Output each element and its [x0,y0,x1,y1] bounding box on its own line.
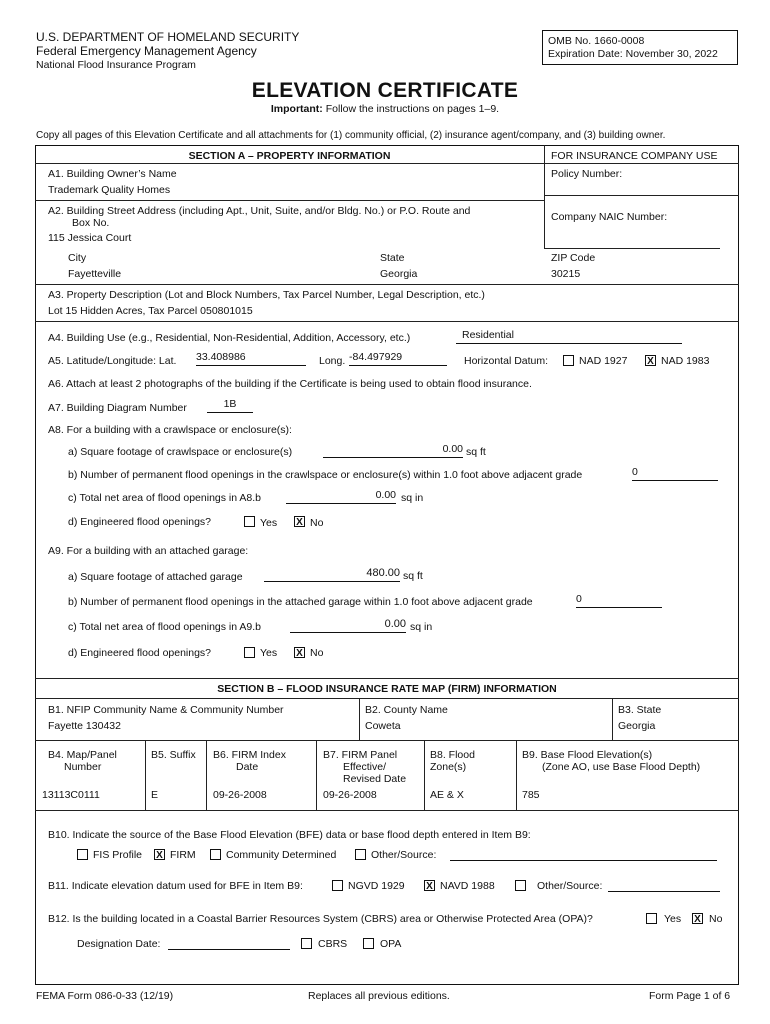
b7-label-cont: Effective/ [343,761,386,773]
omb-number: OMB No. 1660-0008 [548,35,645,47]
b11-label: B11. Indicate elevation datum used for BFE in Item B9: [48,880,303,892]
b10-other-source-input[interactable] [450,846,717,861]
zip-value[interactable]: 30215 [551,268,581,280]
a2-address-value[interactable]: 115 Jessica Court [48,232,132,244]
important-text: Follow the instructions on pages 1–9. [322,103,500,115]
a8d-label: d) Engineered flood openings? [68,516,212,528]
designation-date-input[interactable] [168,935,290,950]
nad1927-label: NAD 1927 [579,355,628,367]
divider [206,740,207,810]
a9d-label: d) Engineered flood openings? [68,647,212,659]
naic-number-label: Company NAIC Number: [551,211,668,223]
a3-description-value[interactable]: Lot 15 Hidden Acres, Tax Parcel 050801015 [48,305,253,317]
state-label: State [380,252,405,264]
a8d-yes-label: Yes [260,517,278,529]
firm-checkbox[interactable]: X [154,849,165,860]
b4-label: B4. Map/Panel [48,749,117,761]
fis-profile-label: FIS Profile [93,849,143,861]
a8a-label: a) Square footage of crawlspace or enclosure(s) [68,446,293,458]
b12-no-checkbox[interactable]: X [692,913,703,924]
a7-diagram-input[interactable]: 1B [207,398,253,413]
a9a-input[interactable]: 480.00 [264,567,400,582]
replaces-note: Replaces all previous editions. [308,990,450,1002]
b1-label: B1. NFIP Community Name & Community Number [48,704,284,716]
b6-firm-index-value[interactable]: 09-26-2008 [213,789,267,801]
divider [544,145,545,249]
important-label: Important: [270,103,323,115]
page-number: Form Page 1 of 6 [649,990,731,1002]
fis-profile-checkbox[interactable] [77,849,88,860]
dept-name: U.S. DEPARTMENT OF HOMELAND SECURITY [36,30,300,44]
opa-label: OPA [380,938,402,950]
b9-bfe-value[interactable]: 785 [522,789,540,801]
a4-label: A4. Building Use (e.g., Residential, Non-Residential, Addition, Accessory, etc.) [48,332,411,344]
a9c-input[interactable]: 0.00 [290,618,406,633]
a8c-unit: sq in [401,492,424,504]
form-id: FEMA Form 086-0-33 (12/19) [36,990,174,1002]
state-value[interactable]: Georgia [380,268,418,280]
a8b-label: b) Number of permanent flood openings in the crawlspace or enclosure(s) within 1.0 foot above adjacent grade [68,469,583,481]
divider [424,740,425,810]
a9d-yes-label: Yes [260,647,278,659]
a8a-input[interactable]: 0.00 [323,443,463,458]
horizontal-datum-label: Horizontal Datum: [464,355,549,367]
b10-label: B10. Indicate the source of the Base Flood Elevation (BFE) data or base flood depth entered in Item B9: [48,829,531,841]
b12-yes-label: Yes [664,913,682,925]
a1-owner-value[interactable]: Trademark Quality Homes [48,184,171,196]
a2-label: A2. Building Street Address (including Apt., Unit, Suite, and/or Bldg. No.) or P.O. Route and [48,205,471,217]
longitude-input[interactable]: -84.497929 [349,351,447,366]
divider [35,321,739,322]
divider [544,248,720,249]
zip-label: ZIP Code [551,252,596,264]
b12-no-label: No [709,913,723,925]
a8-label: A8. For a building with a crawlspace or enclosure(s): [48,424,292,436]
section-b-heading: SECTION B – FLOOD INSURANCE RATE MAP (FIRM) INFORMATION [217,683,557,695]
divider [145,740,146,810]
divider [359,698,360,740]
b12-yes-checkbox[interactable] [646,913,657,924]
divider [35,163,739,164]
b7-effective-date-value[interactable]: 09-26-2008 [323,789,377,801]
other-source-checkbox[interactable] [355,849,366,860]
a5-label: A5. Latitude/Longitude: Lat. [48,355,177,367]
b4-map-panel-value[interactable]: 13113C0111 [42,789,100,801]
a9d-no-label: No [310,647,324,659]
a5-long-label: Long. [319,355,346,367]
cbrs-checkbox[interactable] [301,938,312,949]
b7-label: B7. FIRM Panel [323,749,398,761]
insurance-use-heading: FOR INSURANCE COMPANY USE [551,150,718,162]
b8-flood-zone-value[interactable]: AE & X [430,789,464,801]
divider [35,740,739,741]
nad1927-checkbox[interactable] [563,355,574,366]
divider [516,740,517,810]
latitude-input[interactable]: 33.408986 [196,351,306,366]
a9a-unit: sq ft [403,570,423,582]
important-note [0,103,770,115]
divider [35,698,739,699]
navd-label: NAVD 1988 [440,880,495,892]
page-title: ELEVATION CERTIFICATE [251,79,519,102]
b1-community-value[interactable]: Fayette 130432 [48,720,121,732]
b2-label: B2. County Name [365,704,448,716]
b9-label-cont: (Zone AO, use Base Flood Depth) [542,761,701,773]
a4-building-use-value[interactable]: Residential [456,329,682,344]
b8-label-cont: Zone(s) [430,761,467,773]
policy-number-label: Policy Number: [551,168,623,180]
designation-date-label: Designation Date: [77,938,161,950]
section-a-heading: SECTION A – PROPERTY INFORMATION [188,150,391,162]
copy-note: Copy all pages of this Elevation Certificate and all attachments for (1) community official, (2) insurance agent/company, and (3) building owner. [36,130,666,141]
divider [612,698,613,740]
b4-label-cont: Number [64,761,102,773]
b9-label: B9. Base Flood Elevation(s) [522,749,653,761]
b2-county-value[interactable]: Coweta [365,720,401,732]
opa-checkbox[interactable] [363,938,374,949]
ngvd-checkbox[interactable] [332,880,343,891]
a9-label: A9. For a building with an attached garage: [48,545,249,557]
b7-label-cont2: Revised Date [343,773,407,785]
nad1983-label: NAD 1983 [661,355,710,367]
a9d-yes-checkbox[interactable] [244,647,255,658]
a8b-input[interactable]: 0 [632,466,718,481]
a7-label: A7. Building Diagram Number [48,402,187,414]
a8c-input[interactable]: 0.00 [286,489,396,504]
a9b-input[interactable]: 0 [576,593,662,608]
b11-other-checkbox[interactable] [515,880,526,891]
divider [316,740,317,810]
b5-label: B5. Suffix [151,749,196,761]
a3-label: A3. Property Description (Lot and Block Numbers, Tax Parcel Number, Legal Description, etc.) [48,289,485,301]
a1-label: A1. Building Owner’s Name [48,168,177,180]
b11-other-source-input[interactable] [608,877,720,892]
a8d-no-label: No [310,517,324,529]
b6-label-cont: Date [236,761,259,773]
b5-suffix-value[interactable]: E [151,789,159,801]
divider [35,810,739,811]
divider [35,200,544,201]
community-determined-checkbox[interactable] [210,849,221,860]
a8a-unit: sq ft [466,446,486,458]
city-value[interactable]: Fayetteville [68,268,122,280]
ngvd-label: NGVD 1929 [348,880,405,892]
expiration-date: Expiration Date: November 30, 2022 [548,48,718,60]
a9c-label: c) Total net area of flood openings in A9.b [68,621,262,633]
a9d-no-checkbox[interactable]: X [294,647,305,658]
a9c-unit: sq in [410,621,433,633]
other-source-label: Other/Source: [371,849,437,861]
community-determined-label: Community Determined [226,849,337,861]
divider [35,678,739,679]
b8-label: B8. Flood [430,749,475,761]
divider [544,195,739,196]
a2-label-cont: Box No. [72,217,110,229]
agency-name: Federal Emergency Management Agency [36,44,257,58]
cbrs-label: CBRS [318,938,348,950]
a8c-label: c) Total net area of flood openings in A8.b [68,492,262,504]
nad1983-checkbox[interactable]: X [645,355,656,366]
a8d-no-checkbox[interactable]: X [294,516,305,527]
b6-label: B6. FIRM Index [213,749,286,761]
divider [35,284,739,285]
a6-label: A6. Attach at least 2 photographs of the building if the Certificate is being used to obtain flood insurance. [48,378,532,390]
b11-other-label: Other/Source: [537,880,603,892]
b3-state-value[interactable]: Georgia [618,720,656,732]
program-name: National Flood Insurance Program [36,59,196,71]
a8d-yes-checkbox[interactable] [244,516,255,527]
b12-label: B12. Is the building located in a Coastal Barrier Resources System (CBRS) area or Otherwise Protected Area (OPA)? [48,913,593,925]
firm-label: FIRM [170,849,196,861]
city-label: City [68,252,87,264]
navd-checkbox[interactable]: X [424,880,435,891]
b3-label: B3. State [618,704,662,716]
a9a-label: a) Square footage of attached garage [68,571,243,583]
a9b-label: b) Number of permanent flood openings in the attached garage within 1.0 foot above adjacent grade [68,596,533,608]
